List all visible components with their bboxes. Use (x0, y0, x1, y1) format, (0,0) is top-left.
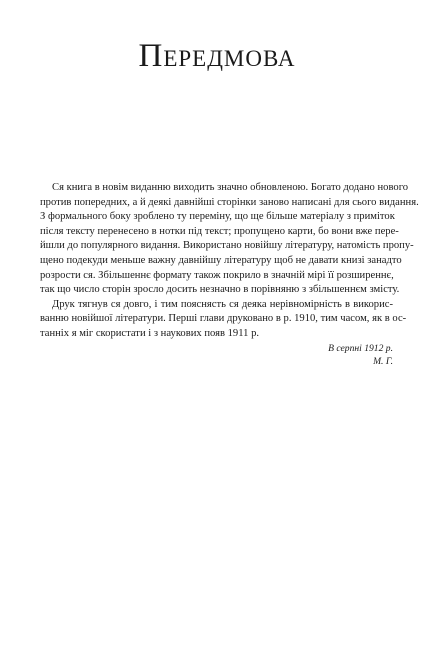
text-line: Друк тягнув ся довго, і тим пояснясть ся деяка нерівномірність в викорис- (52, 298, 393, 310)
text-line: так що число сторін зросло досить незначно в порівняню з збільшеннєм змісту. (40, 284, 400, 296)
signature-initials: М. Г. (373, 355, 393, 367)
text-line: після тексту перенесено в нотки під текст; пропущено карти, бо вони вже пере- (40, 225, 399, 237)
text-line: йшли до популярного видання. Використано новійшу літературу, натомість пропу- (40, 240, 414, 252)
text-line: З формального боку зроблено ту переміну, що ще більше матеріалу з приміток (40, 211, 395, 223)
signature-date: В серпні 1912 р. (328, 342, 393, 354)
text-line: против попередних, а й деякі давнійші сторінки заново написані для сього видання. (40, 196, 419, 208)
text-line: розрости ся. Збільшеннє формату також покрило в значній мірі її розширеннє, (40, 269, 394, 281)
text-line: щено подекуди меньше важну давнійшу літературу щоб не давати книзі занадто (40, 254, 402, 266)
paragraph-1 (40, 181, 419, 298)
text-line: ванню новійшої літератури. Перші глави друковано в р. 1910, тим часом, як в ос- (40, 313, 407, 325)
paragraph-2 (40, 298, 407, 342)
text-line: танніх я міг скористати і з наукових появ 1911 р. (40, 327, 260, 339)
text-line: Ся книга в новім виданню виходить значно обновленою. Богато додано нового (52, 182, 409, 193)
page-title: Передмова (138, 38, 296, 74)
preface-body (40, 181, 419, 368)
